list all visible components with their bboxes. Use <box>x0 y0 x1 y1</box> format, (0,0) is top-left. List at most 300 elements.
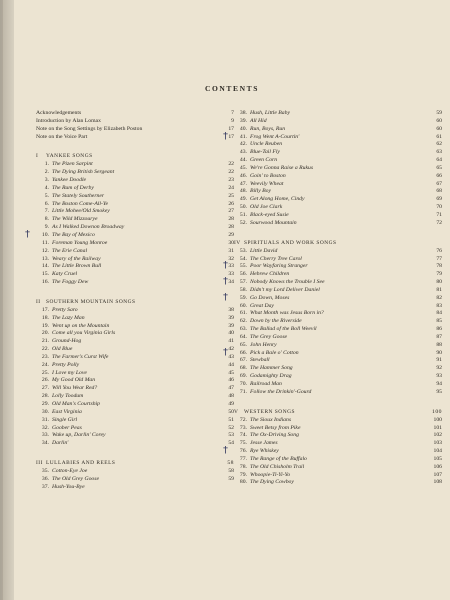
page-number: 82 <box>436 294 442 301</box>
page-number: 88 <box>436 341 442 348</box>
page-number: 54 <box>228 440 234 447</box>
song-entry <box>234 157 442 165</box>
song-number: 17. <box>41 306 49 313</box>
page-number: 59 <box>436 110 442 116</box>
song-number: 57. <box>239 279 247 286</box>
song-number: 31. <box>41 416 49 423</box>
page-number: 32 <box>228 255 234 262</box>
song-entry <box>36 370 234 378</box>
song-entry <box>36 362 234 370</box>
song-number: 47. <box>239 180 247 187</box>
song-title: Stewball <box>250 357 270 364</box>
song-entry <box>234 417 442 425</box>
song-title: The Dying British Sergeant <box>52 169 115 176</box>
song-title: Pick a Bale o' Cotton <box>250 349 299 356</box>
song-number: 36. <box>41 475 49 482</box>
page-number: 94 <box>436 381 442 387</box>
song-number: 78. <box>239 463 247 470</box>
song-number: 22. <box>41 346 49 353</box>
spacer <box>234 228 442 234</box>
song-number: 16. <box>41 279 49 286</box>
song-number: 66. <box>239 349 247 356</box>
page-number: 33 <box>228 263 234 270</box>
song-title: Go Down, Moses <box>250 294 290 301</box>
song-entry <box>36 346 234 354</box>
section-numeral: III <box>36 460 43 467</box>
song-number: 34. <box>41 440 49 447</box>
page-number: 66 <box>436 172 442 179</box>
song-number: 80. <box>239 479 247 486</box>
song-number: 18. <box>41 314 49 321</box>
song-number: 13. <box>41 255 49 262</box>
page-number: 27 <box>228 208 234 215</box>
song-number: 79. <box>239 471 247 478</box>
song-number: 11. <box>42 239 49 246</box>
song-title: The Ox-Driving Song <box>250 432 299 439</box>
page-number: 17 <box>228 133 234 140</box>
song-number: 68. <box>239 365 247 372</box>
song-number: 7. <box>44 208 49 215</box>
page-number: 108 <box>433 479 442 486</box>
song-entry <box>36 425 234 433</box>
song-number: 72. <box>239 416 247 423</box>
page-number: 62 <box>436 141 442 148</box>
page-number: 42 <box>228 346 234 353</box>
song-title: My Good Old Man <box>52 377 96 384</box>
page-number: 29 <box>228 231 234 238</box>
song-entry <box>36 330 234 338</box>
song-title: Old Man's Courtship <box>52 401 100 407</box>
song-entry <box>234 204 442 212</box>
song-title: The Farmer's Curst Wife <box>52 353 109 360</box>
song-entry <box>36 476 234 484</box>
song-number: 52. <box>239 219 247 226</box>
song-number: 24. <box>41 361 49 368</box>
song-number: 64. <box>239 333 247 340</box>
page-number: 28 <box>228 216 234 223</box>
song-number: 75. <box>239 440 247 447</box>
page-number: 78 <box>436 263 442 270</box>
song-number: 65. <box>239 341 247 348</box>
page-number: 52 <box>228 424 234 431</box>
song-number: 73. <box>239 424 247 431</box>
page-number: 106 <box>433 463 442 470</box>
song-number: 28. <box>41 393 49 400</box>
song-number: 60. <box>239 302 247 309</box>
page-number: 31 <box>228 247 234 254</box>
song-entry <box>234 464 442 472</box>
page-number: 104 <box>433 448 442 455</box>
song-entry <box>36 279 234 287</box>
song-entry <box>36 263 234 271</box>
page-number: 44 <box>228 361 234 368</box>
song-number: 8. <box>44 216 49 223</box>
song-entry <box>234 310 442 318</box>
page-number: 70 <box>436 204 442 211</box>
song-entry <box>234 479 442 487</box>
page-number: 30 <box>228 239 234 246</box>
page-number: 45 <box>228 369 234 376</box>
song-entry <box>234 425 442 433</box>
song-title: Hush, Little Baby <box>250 110 290 116</box>
spacer <box>36 448 234 454</box>
song-entry <box>234 188 442 196</box>
song-entry <box>234 212 442 220</box>
section-page: 100 <box>431 408 442 415</box>
song-entry <box>36 208 234 216</box>
song-number: 6. <box>44 200 49 207</box>
page-number: 93 <box>436 373 442 380</box>
song-number: 9. <box>44 224 49 231</box>
song-number: 48. <box>239 188 247 195</box>
front-matter-title: Note on the Song Settings by Elizabeth Poston <box>36 125 143 132</box>
song-entry <box>25 228 234 240</box>
page-number: 95 <box>436 388 442 395</box>
front-matter-title: Introduction by Alan Lomax <box>36 117 101 124</box>
song-title: Jesse James <box>250 440 278 447</box>
song-entry <box>234 365 442 373</box>
page-number: 33 <box>228 271 234 278</box>
page-number: 46 <box>228 377 234 384</box>
song-entry <box>234 248 442 256</box>
song-number: 58. <box>239 286 247 293</box>
song-title: The Lazy Man <box>52 314 85 321</box>
song-title: The Cherry Tree Carol <box>250 255 302 262</box>
song-title: Weary of the Railway <box>52 255 101 262</box>
song-title: I Love my Love <box>52 369 87 376</box>
song-title: Railroad Man <box>250 381 282 387</box>
song-title: We're Gonna Raise a Rukus <box>250 164 314 171</box>
page-number: 100 <box>433 416 442 423</box>
pencil-tick-mark: † <box>223 276 228 288</box>
song-title: Nobody Knows the Trouble I See <box>250 279 325 286</box>
song-title: The Dying Cowboy <box>250 479 294 486</box>
song-entry <box>234 342 442 350</box>
page-number: 49 <box>228 401 234 407</box>
song-title: Foreman Young Monroe <box>52 239 108 246</box>
song-number: 51. <box>239 211 247 218</box>
page-number: 7 <box>231 110 234 116</box>
pencil-tick-mark: † <box>223 130 228 142</box>
page-number: 51 <box>228 416 234 423</box>
song-number: 25. <box>41 369 49 376</box>
song-entry <box>234 381 442 389</box>
pencil-tick-mark: † <box>223 445 228 457</box>
song-entry <box>36 185 234 193</box>
song-title: Green Corn <box>250 157 278 164</box>
section-numeral: I <box>36 153 39 160</box>
spacer <box>36 287 234 293</box>
page-number: 85 <box>436 318 442 325</box>
song-title: The Foggy Dew <box>52 279 89 286</box>
page-number: 71 <box>436 211 442 218</box>
page-number: 48 <box>228 393 234 400</box>
song-number: 19. <box>41 322 49 329</box>
song-title: Lolly Toodum <box>52 393 84 400</box>
section-numeral: IV <box>234 239 241 246</box>
song-entry <box>36 440 234 448</box>
song-number: 40. <box>239 125 247 132</box>
song-entry <box>234 456 442 464</box>
song-title: The Grey Goose <box>250 333 288 340</box>
song-entry <box>234 196 442 204</box>
section-numeral: V <box>234 408 239 415</box>
song-number: 27. <box>41 385 49 392</box>
song-title: Didn't my Lord Deliver Daniel <box>250 286 320 293</box>
song-title: All Hid <box>250 117 267 124</box>
book-spine <box>0 0 14 600</box>
song-title: The Bay of Mexico <box>52 231 95 238</box>
song-title: Single Girl <box>52 416 78 423</box>
section-heading <box>36 153 234 161</box>
section-page: 58 <box>227 460 234 467</box>
song-title: Cotton-Eye Joe <box>52 468 88 475</box>
song-title: Black-eyed Susie <box>250 211 289 218</box>
song-title: Run, Boys, Run <box>250 125 286 132</box>
song-number: 20. <box>41 330 49 337</box>
section-heading <box>36 299 234 307</box>
page-number: 65 <box>436 164 442 171</box>
song-title: Little David <box>250 247 278 254</box>
song-number: 44. <box>239 157 247 164</box>
page-number: 53 <box>228 432 234 439</box>
song-title: The Old Chisholm Trail <box>250 463 305 470</box>
song-title: The Erie Canal <box>52 247 88 254</box>
section-title: SOUTHERN MOUNTAIN SONGS <box>46 298 136 305</box>
page-number: 28 <box>228 224 234 231</box>
song-title: Ground-Hog <box>52 338 82 345</box>
page-number: 40 <box>228 330 234 337</box>
song-number: 37. <box>41 483 49 490</box>
song-title: Goober Peas <box>52 424 82 431</box>
song-title: Pretty Saro <box>52 306 78 313</box>
song-number: 4. <box>44 184 49 191</box>
page-number: 23 <box>228 177 234 184</box>
song-entry <box>36 161 234 169</box>
song-number: 35. <box>41 468 49 475</box>
page-number: 76 <box>436 247 442 254</box>
page-title: CONTENTS <box>204 84 260 93</box>
song-entry <box>223 445 442 457</box>
page-number: 22 <box>228 169 234 176</box>
song-entry <box>36 377 234 385</box>
song-title: The Rum of Derby <box>52 184 94 191</box>
page-number: 60 <box>436 117 442 124</box>
page-number: 38 <box>228 306 234 313</box>
song-title: The Sioux Indians <box>250 416 292 423</box>
song-title: Godamighty Drag <box>250 373 292 380</box>
song-title: Hebrew Children <box>250 271 290 278</box>
page-number: 105 <box>433 455 442 462</box>
song-entry <box>36 216 234 224</box>
song-number: 59. <box>239 294 247 301</box>
song-entry <box>36 240 234 248</box>
song-title: The Boston Come-All-Ye <box>52 200 109 207</box>
pencil-tick-mark: † <box>223 346 228 358</box>
song-number: 49. <box>239 196 247 203</box>
song-entry <box>234 432 442 440</box>
song-title: Billy Boy <box>250 188 272 195</box>
song-title: Rye Whiskey <box>250 448 279 455</box>
page-number: 67 <box>436 180 442 187</box>
page-number: 81 <box>436 286 442 293</box>
song-title: What Month was Jesus Born in? <box>250 310 324 317</box>
page-number: 34 <box>228 279 234 286</box>
page-number: 103 <box>433 440 442 447</box>
page-number: 47 <box>228 385 234 392</box>
page-number: 101 <box>433 424 442 431</box>
song-number: 14. <box>41 263 49 270</box>
section-heading <box>36 460 234 468</box>
song-title: Little Mohee/Old Smokey <box>52 208 110 215</box>
section-title: LULLABIES AND REELS <box>46 460 116 467</box>
song-title: The Little Brown Bull <box>52 263 102 270</box>
page-number: 26 <box>228 200 234 207</box>
spacer <box>36 141 234 147</box>
page-number: 83 <box>436 302 442 309</box>
front-matter-entry <box>36 134 234 142</box>
page-number: 9 <box>231 117 234 124</box>
song-number: 42. <box>239 141 247 148</box>
song-entry <box>234 373 442 381</box>
song-number: 10. <box>41 231 49 238</box>
song-number: 61. <box>239 310 247 317</box>
page-number: 60 <box>436 125 442 132</box>
page-number: 92 <box>436 365 442 372</box>
song-entry <box>36 484 234 492</box>
song-entry <box>36 354 234 362</box>
song-number: 2. <box>44 169 49 176</box>
song-entry <box>36 323 234 331</box>
page-number: 84 <box>436 310 442 317</box>
song-title: Hush-You-Bye <box>52 483 85 490</box>
song-number: 50. <box>239 204 247 211</box>
song-number: 29. <box>41 401 49 407</box>
song-title: Blue-Tail Fly <box>250 149 280 156</box>
song-entry <box>234 326 442 334</box>
song-number: 77. <box>239 455 247 462</box>
song-title: Yankee Doodle <box>52 177 87 184</box>
page-number: 86 <box>436 326 442 333</box>
song-entry <box>234 149 442 157</box>
song-number: 39. <box>239 117 247 124</box>
song-number: 71. <box>239 388 247 395</box>
song-title: The Wild Mizzourye <box>52 216 98 223</box>
song-title: The Hammer Song <box>250 365 293 372</box>
pencil-tick-mark: † <box>25 228 30 240</box>
contents-column-left <box>25 110 234 492</box>
song-entry <box>36 256 234 264</box>
song-title: Poor Wayfaring Stranger <box>250 263 308 270</box>
gutter-shadow <box>0 0 3 600</box>
page-number: 72 <box>436 219 442 226</box>
song-number: 1. <box>44 161 49 168</box>
front-matter-entry <box>36 110 234 118</box>
page-number: 22 <box>228 161 234 168</box>
pencil-tick-mark: † <box>223 291 228 303</box>
song-number: 41. <box>239 133 247 140</box>
song-number: 5. <box>44 192 49 199</box>
section-title: WESTERN SONGS <box>244 408 295 415</box>
song-title: Get Along Home, Cindy <box>250 196 305 203</box>
song-entry <box>36 177 234 185</box>
song-title: Whoopie-Ti-Yi-Yo <box>250 471 291 478</box>
song-entry <box>234 303 442 311</box>
song-entry <box>36 338 234 346</box>
song-entry <box>234 472 442 480</box>
song-number: 3. <box>44 177 49 184</box>
song-title: Katy Cruel <box>52 271 78 278</box>
song-entry <box>36 432 234 440</box>
song-entry <box>234 287 442 295</box>
section-title: SPIRITUALS AND WORK SONGS <box>244 239 337 246</box>
section-heading <box>234 240 442 248</box>
front-matter-title: Note on the Voice Part <box>36 133 88 140</box>
song-number: 54. <box>239 255 247 262</box>
song-entry <box>36 385 234 393</box>
page-number: 39 <box>228 322 234 329</box>
song-title: Wake up, Darlin' Corey <box>52 432 106 439</box>
page-number: 17 <box>228 125 234 132</box>
page-number: 79 <box>436 271 442 278</box>
song-number: 46. <box>239 172 247 179</box>
song-title: East Virginia <box>52 408 82 415</box>
song-number: 12. <box>41 247 49 254</box>
song-entry <box>234 141 442 149</box>
contents-page <box>14 0 450 600</box>
song-title: Darlin' <box>52 440 69 447</box>
song-title: Sweet Betsy from Pike <box>250 424 301 431</box>
song-entry <box>234 334 442 342</box>
song-entry <box>234 220 442 228</box>
song-entry <box>36 248 234 256</box>
song-title: Frog Went A-Courtin' <box>250 133 300 140</box>
page-number: 41 <box>228 338 234 345</box>
song-entry <box>36 201 234 209</box>
song-title: Went up on the Mountain <box>52 322 110 329</box>
page-number: 91 <box>436 357 442 364</box>
song-entry <box>36 315 234 323</box>
song-number: 38. <box>239 110 247 116</box>
front-matter-entry <box>36 126 234 134</box>
song-number: 32. <box>41 424 49 431</box>
page-number: 59 <box>228 475 234 482</box>
song-entry <box>234 110 442 118</box>
song-number: 56. <box>239 271 247 278</box>
song-entry <box>234 271 442 279</box>
song-number: 45. <box>239 164 247 171</box>
page-number: 63 <box>436 149 442 156</box>
song-title: As I Walked Downon Broadway <box>52 224 125 231</box>
song-title: Uncle Reuben <box>250 141 283 148</box>
page-number: 24 <box>228 184 234 191</box>
front-matter-title: Acknowledgements <box>36 110 82 116</box>
page-number: 80 <box>436 279 442 286</box>
song-title: Old Blue <box>52 346 73 353</box>
song-title: The Stately Southerner <box>52 192 105 199</box>
song-title: Will You Wear Red? <box>52 385 98 392</box>
song-number: 62. <box>239 318 247 325</box>
song-entry <box>36 401 234 409</box>
song-title: Weevily Wheat <box>250 180 284 187</box>
song-entry <box>36 271 234 279</box>
song-number: 21. <box>41 338 49 345</box>
song-title: Come all you Virginia Girls <box>52 330 116 337</box>
song-title: The Old Grey Goose <box>52 475 100 482</box>
song-number: 30. <box>41 408 49 415</box>
song-number: 15. <box>41 271 49 278</box>
song-entry <box>36 417 234 425</box>
